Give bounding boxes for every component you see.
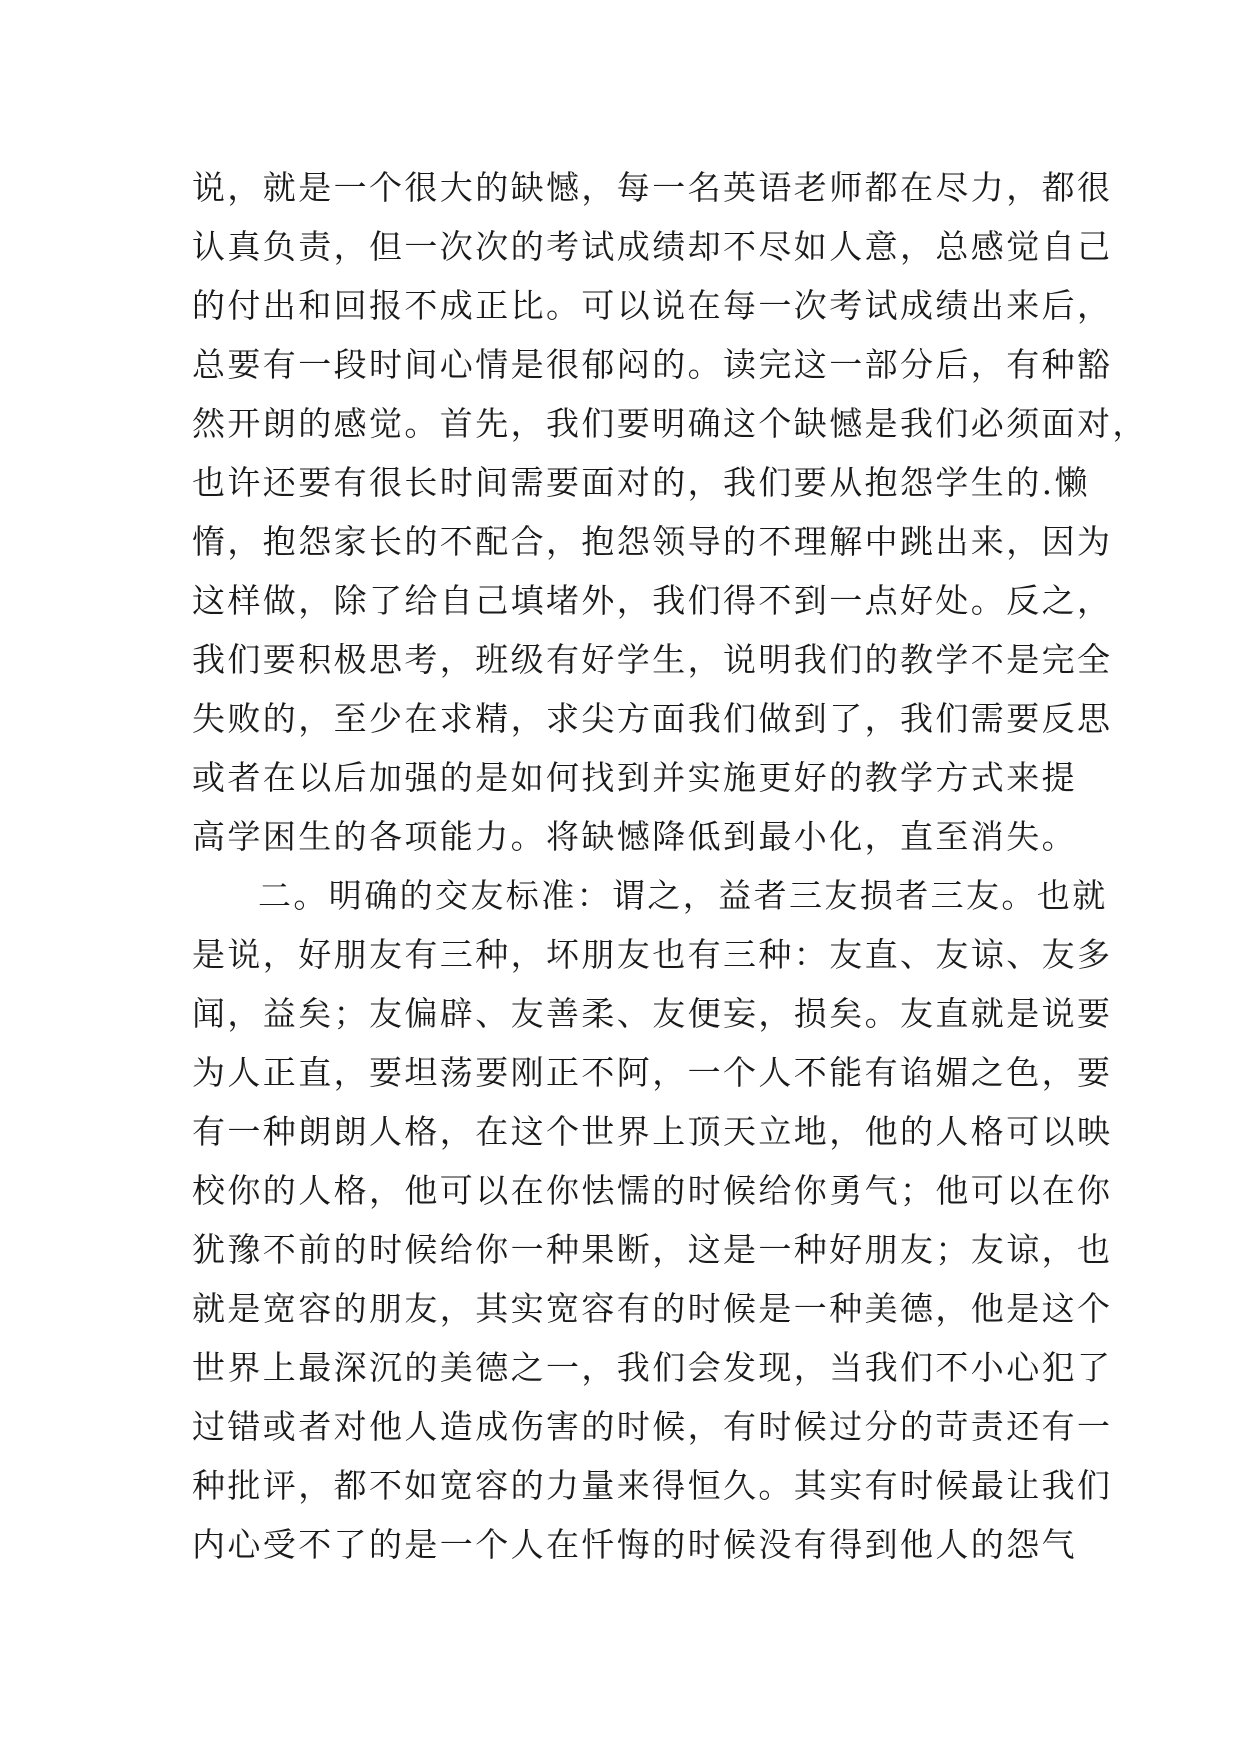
- text-line: 高学困生的各项能力。将缺憾降低到最小化，直至消失。: [192, 817, 1077, 856]
- text-line: 也许还要有很长时间需要面对的，我们要从抱怨学生的.懒: [192, 463, 1090, 502]
- paragraph-2: [192, 866, 1113, 1574]
- text-line: 我们要积极思考，班级有好学生，说明我们的教学不是完全: [192, 640, 1113, 679]
- text-line: 内心受不了的是一个人在忏悔的时候没有得到他人的怨气: [192, 1525, 1077, 1564]
- text-line: 是说，好朋友有三种，坏朋友也有三种：友直、友谅、友多: [192, 935, 1113, 974]
- text-line: 或者在以后加强的是如何找到并实施更好的教学方式来提: [192, 758, 1077, 797]
- text-line: 闻，益矣；友偏辟、友善柔、友便妄，损矣。友直就是说要: [192, 994, 1113, 1033]
- text-line: 世界上最深沉的美德之一，我们会发现，当我们不小心犯了: [192, 1348, 1113, 1387]
- text-line: 种批评，都不如宽容的力量来得恒久。其实有时候最让我们: [192, 1466, 1113, 1505]
- text-line: 有一种朗朗人格，在这个世界上顶天立地，他的人格可以映: [192, 1112, 1113, 1151]
- text-line: 失败的，至少在求精，求尖方面我们做到了，我们需要反思: [192, 699, 1113, 738]
- text-line: 总要有一段时间心情是很郁闷的。读完这一部分后，有种豁: [192, 345, 1113, 384]
- text-line: 的付出和回报不成正比。可以说在每一次考试成绩出来后，: [192, 286, 1113, 325]
- text-line: 过错或者对他人造成伤害的时候，有时候过分的苛责还有一: [192, 1407, 1113, 1446]
- text-line: 犹豫不前的时候给你一种果断，这是一种好朋友；友谅，也: [192, 1230, 1113, 1269]
- text-line: 然开朗的感觉。首先，我们要明确这个缺憾是我们必须面对，: [192, 404, 1148, 443]
- text-line: 这样做，除了给自己填堵外，我们得不到一点好处。反之，: [192, 581, 1113, 620]
- text-line: 二。明确的交友标准：谓之，益者三友损者三友。也就: [258, 876, 1108, 915]
- text-line: 校你的人格，他可以在你怯懦的时候给你勇气；他可以在你: [192, 1171, 1113, 1210]
- document-body: [192, 158, 1148, 1574]
- text-line: 就是宽容的朋友，其实宽容有的时候是一种美德，他是这个: [192, 1289, 1113, 1328]
- paragraph-1: [192, 158, 1148, 866]
- text-line: 惰，抱怨家长的不配合，抱怨领导的不理解中跳出来，因为: [192, 522, 1113, 561]
- text-line: 为人正直，要坦荡要刚正不阿，一个人不能有谄媚之色，要: [192, 1053, 1113, 1092]
- text-line: 说，就是一个很大的缺憾，每一名英语老师都在尽力，都很: [192, 168, 1113, 207]
- text-line: 认真负责，但一次次的考试成绩却不尽如人意，总感觉自己: [192, 227, 1113, 266]
